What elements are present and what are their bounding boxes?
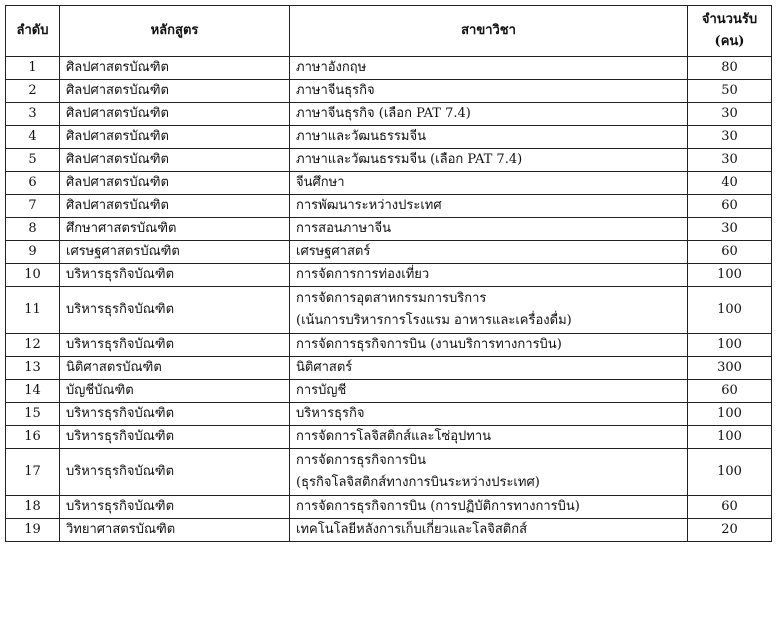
admission-table-container	[5, 5, 771, 542]
row-number: 18	[6, 496, 60, 519]
row-major-line: บริหารธุรกิจ	[296, 406, 365, 421]
row-major-line: การพัฒนาระหว่างประเทศ	[296, 198, 442, 213]
table-row	[6, 195, 772, 218]
row-seats: 60	[688, 195, 772, 218]
row-program: ศึกษาศาสตรบัณฑิต	[60, 218, 290, 241]
row-number: 12	[6, 334, 60, 357]
row-major	[290, 172, 688, 195]
row-major	[290, 57, 688, 80]
row-program: บริหารธุรกิจบัณฑิต	[60, 334, 290, 357]
row-seats: 100	[688, 449, 772, 496]
row-number: 19	[6, 519, 60, 542]
table-row	[6, 80, 772, 103]
row-seats: 60	[688, 380, 772, 403]
row-program: ศิลปศาสตรบัณฑิต	[60, 149, 290, 172]
table-row	[6, 126, 772, 149]
row-seats: 30	[688, 149, 772, 172]
row-seats: 100	[688, 403, 772, 426]
row-major	[290, 519, 688, 542]
row-program: ศิลปศาสตรบัณฑิต	[60, 80, 290, 103]
row-number: 2	[6, 80, 60, 103]
row-number: 1	[6, 57, 60, 80]
row-major-line: ภาษาจีนธุรกิจ	[296, 83, 375, 98]
row-major-line: การสอนภาษาจีน	[296, 221, 392, 236]
table-row	[6, 57, 772, 80]
row-seats: 80	[688, 57, 772, 80]
row-major	[290, 80, 688, 103]
table-row	[6, 357, 772, 380]
row-major-line: การบัญชี	[296, 383, 347, 398]
row-major-line: การจัดการธุรกิจการบิน	[296, 453, 427, 468]
header-seats-line2: (คน)	[714, 34, 745, 49]
row-major-line: การจัดการอุตสาหกรรมการบริการ	[296, 291, 487, 306]
row-number: 5	[6, 149, 60, 172]
row-major	[290, 264, 688, 287]
row-major	[290, 103, 688, 126]
row-number: 16	[6, 426, 60, 449]
row-major	[290, 357, 688, 380]
table-row	[6, 519, 772, 542]
row-major-line: ภาษาอังกฤษ	[296, 60, 367, 75]
row-seats: 20	[688, 519, 772, 542]
table-row	[6, 103, 772, 126]
row-major	[290, 334, 688, 357]
row-seats: 30	[688, 218, 772, 241]
table-row	[6, 334, 772, 357]
table-header-row	[6, 6, 772, 57]
row-seats: 100	[688, 287, 772, 334]
header-major: สาขาวิชา	[290, 6, 688, 57]
table-row	[6, 426, 772, 449]
row-program: ศิลปศาสตรบัณฑิต	[60, 172, 290, 195]
row-major-line: จีนศึกษา	[296, 175, 345, 190]
table-row	[6, 241, 772, 264]
row-major-line: การจัดการธุรกิจการบิน (งานบริการทางการบิน)	[296, 337, 562, 352]
row-program: ศิลปศาสตรบัณฑิต	[60, 195, 290, 218]
row-program: บริหารธุรกิจบัณฑิต	[60, 287, 290, 334]
row-number: 9	[6, 241, 60, 264]
table-row	[6, 149, 772, 172]
row-major	[290, 149, 688, 172]
row-number: 17	[6, 449, 60, 496]
row-number: 8	[6, 218, 60, 241]
row-program: บริหารธุรกิจบัณฑิต	[60, 426, 290, 449]
row-seats: 60	[688, 496, 772, 519]
row-major	[290, 241, 688, 264]
header-no: ลำดับ	[6, 6, 60, 57]
row-program: บริหารธุรกิจบัณฑิต	[60, 496, 290, 519]
table-row	[6, 264, 772, 287]
row-major	[290, 126, 688, 149]
row-major	[290, 496, 688, 519]
row-number: 15	[6, 403, 60, 426]
row-major-line: เทคโนโลยีหลังการเก็บเกี่ยวและโลจิสติกส์	[296, 522, 528, 537]
row-major	[290, 449, 688, 496]
row-major	[290, 218, 688, 241]
row-major-line: การจัดการธุรกิจการบิน (การปฏิบัติการทางการบิน)	[296, 499, 580, 514]
row-program: เศรษฐศาสตรบัณฑิต	[60, 241, 290, 264]
row-seats: 100	[688, 264, 772, 287]
row-number: 10	[6, 264, 60, 287]
row-seats: 100	[688, 426, 772, 449]
table-body	[6, 57, 772, 542]
row-program: บัญชีบัณฑิต	[60, 380, 290, 403]
row-program: ศิลปศาสตรบัณฑิต	[60, 126, 290, 149]
row-program: วิทยาศาสตรบัณฑิต	[60, 519, 290, 542]
row-program: ศิลปศาสตรบัณฑิต	[60, 57, 290, 80]
row-major-line: (เน้นการบริหารการโรงแรม อาหารและเครื่องดื่ม)	[296, 313, 572, 328]
row-major-line: นิติศาสตร์	[296, 360, 353, 375]
row-major-line: ภาษาจีนธุรกิจ (เลือก PAT 7.4)	[296, 106, 471, 121]
row-major-line: การจัดการโลจิสติกส์และโซ่อุปทาน	[296, 429, 492, 444]
table-row	[6, 496, 772, 519]
admission-quota-table	[5, 5, 772, 542]
table-row	[6, 218, 772, 241]
row-number: 14	[6, 380, 60, 403]
row-major	[290, 195, 688, 218]
row-number: 13	[6, 357, 60, 380]
row-major	[290, 403, 688, 426]
row-number: 6	[6, 172, 60, 195]
row-major-line: เศรษฐศาสตร์	[296, 244, 371, 259]
table-row	[6, 380, 772, 403]
row-number: 11	[6, 287, 60, 334]
row-major	[290, 380, 688, 403]
row-number: 4	[6, 126, 60, 149]
row-major-line: การจัดการการท่องเที่ยว	[296, 267, 430, 282]
header-seats	[688, 6, 772, 57]
row-seats: 40	[688, 172, 772, 195]
row-major-line: ภาษาและวัฒนธรรมจีน	[296, 129, 426, 144]
table-row	[6, 287, 772, 334]
row-major-line: ภาษาและวัฒนธรรมจีน (เลือก PAT 7.4)	[296, 152, 523, 167]
row-program: บริหารธุรกิจบัณฑิต	[60, 264, 290, 287]
row-program: บริหารธุรกิจบัณฑิต	[60, 449, 290, 496]
table-row	[6, 172, 772, 195]
table-row	[6, 403, 772, 426]
row-program: ศิลปศาสตรบัณฑิต	[60, 103, 290, 126]
row-seats: 30	[688, 126, 772, 149]
header-program: หลักสูตร	[60, 6, 290, 57]
row-program: บริหารธุรกิจบัณฑิต	[60, 403, 290, 426]
row-number: 7	[6, 195, 60, 218]
row-major-line: (ธุรกิจโลจิสติกส์ทางการบินระหว่างประเทศ)	[296, 475, 540, 490]
row-major	[290, 426, 688, 449]
table-row	[6, 449, 772, 496]
row-seats: 50	[688, 80, 772, 103]
row-seats: 60	[688, 241, 772, 264]
row-seats: 100	[688, 334, 772, 357]
row-number: 3	[6, 103, 60, 126]
header-seats-line1: จำนวนรับ	[701, 12, 758, 27]
row-major	[290, 287, 688, 334]
row-seats: 30	[688, 103, 772, 126]
row-program: นิติศาสตรบัณฑิต	[60, 357, 290, 380]
row-seats: 300	[688, 357, 772, 380]
